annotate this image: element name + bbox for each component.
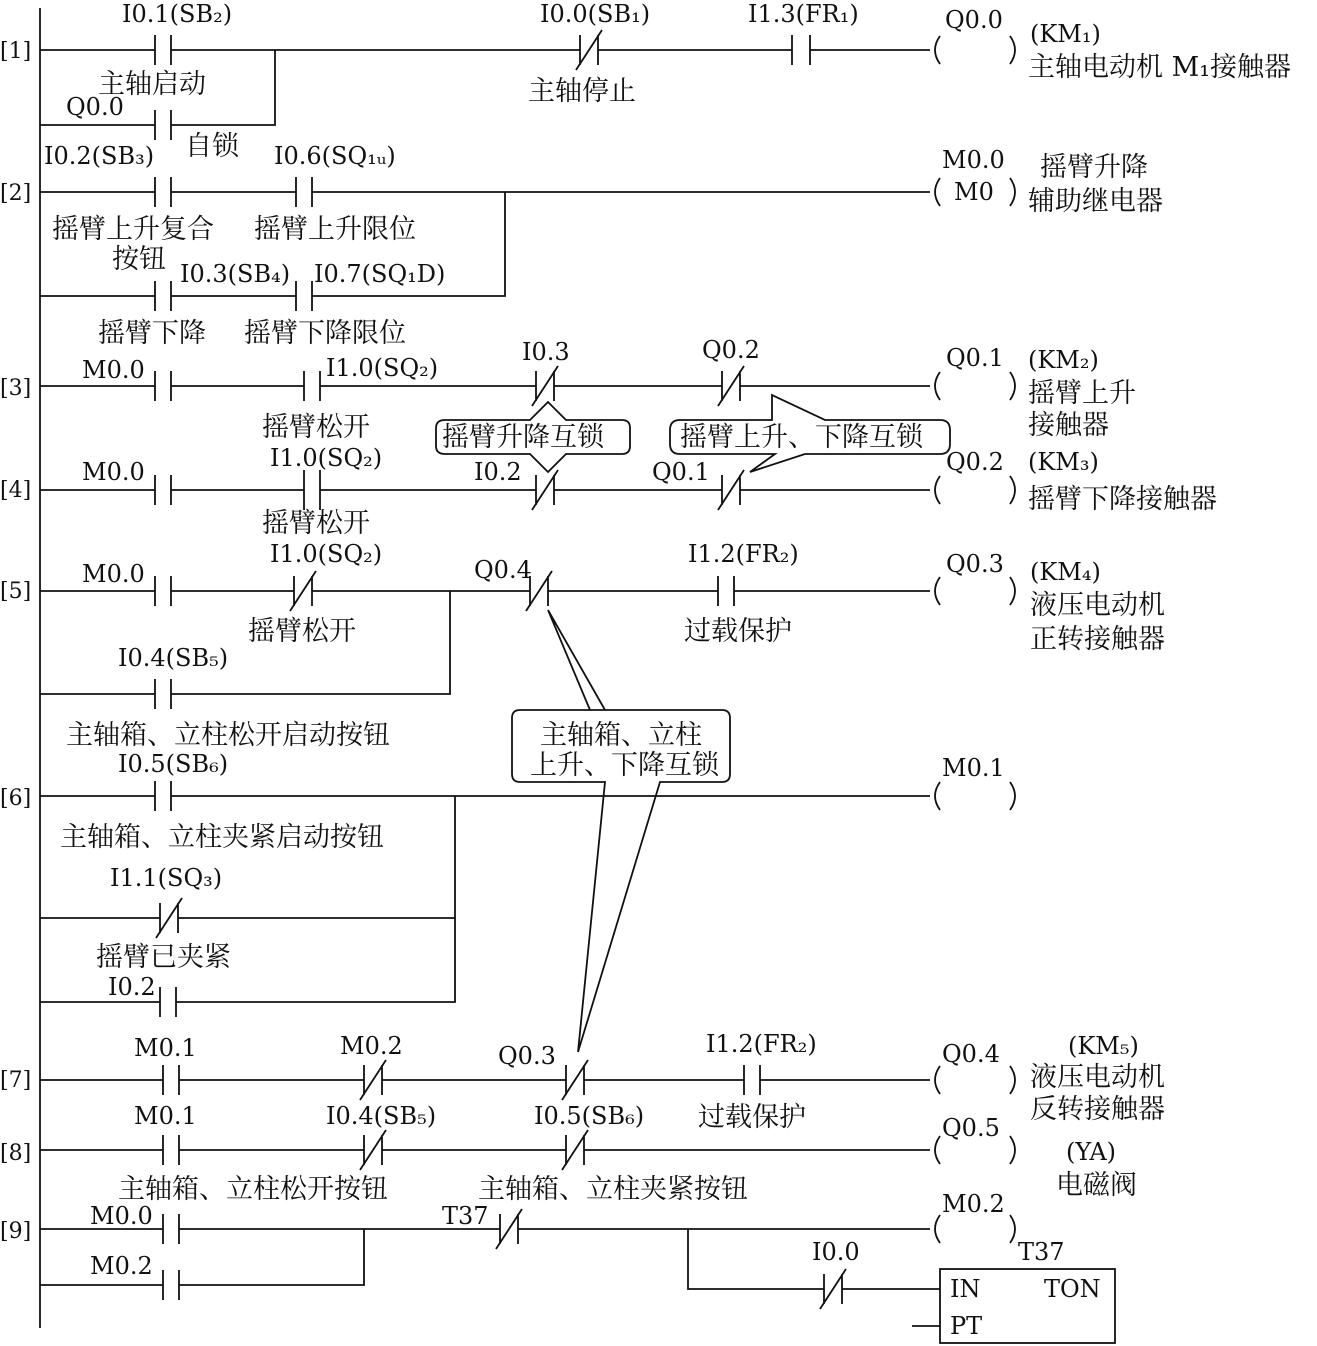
coil-q01 [935,372,1015,400]
callout-arm-lift-interlock-text: 摇臂升降互锁 [442,422,604,453]
label-q01: Q0.1 [946,344,1004,372]
label-arm-up-compound-2: 按钮 [112,244,166,275]
label-i04-r8: I0.4(SB₅) [326,1102,437,1130]
label-arm-up-compound-1: 摇臂上升复合 [52,214,214,245]
contact-no-i02 [155,177,171,207]
label-hyd-fwd-1: 液压电动机 [1030,590,1165,621]
label-m02-r9: M0.2 [90,1252,153,1280]
label-q00: Q0.0 [945,6,1003,34]
contact-no-i12-r7 [744,1065,760,1095]
label-km5: (KM₅) [1068,1032,1139,1060]
label-m01-r7: M0.1 [134,1034,197,1062]
label-q03-r7: Q0.3 [498,1042,556,1070]
contact-no-i10-r3 [304,371,320,401]
contact-no-m01-r8 [163,1135,179,1165]
label-q03: Q0.3 [946,550,1004,578]
label-arm-clamped: 摇臂已夹紧 [96,942,231,973]
timer-pt-pin: PT [950,1312,983,1340]
label-m02-r7: M0.2 [340,1032,403,1060]
label-m02-coil: M0.2 [942,1190,1005,1218]
rung-number-5: [5] [0,579,32,604]
label-arm-up-limit: 摇臂上升限位 [254,214,416,245]
contact-nc-t37 [496,1209,522,1249]
label-hyd-rev-1: 液压电动机 [1030,1062,1165,1093]
label-m00-coil: M0.0 [942,146,1005,174]
label-km1: (KM₁) [1030,20,1101,48]
rung-number-7: [7] [0,1068,32,1093]
label-km3: (KM₃) [1028,448,1099,476]
callout-column-interlock-text-2: 上升、下降互锁 [530,750,719,781]
label-i02-r4: I0.2 [474,458,522,486]
contact-nc-i10-r5 [290,571,316,611]
label-hyd-rev-2: 反转接触器 [1030,1094,1165,1125]
rung-number-1: [1] [0,39,32,64]
label-arm-release-r3: 摇臂松开 [262,412,370,443]
contact-no-i01 [155,35,171,65]
timer-type: TON [1044,1275,1101,1303]
label-t37-box: T37 [1018,1238,1065,1266]
contact-nc-m02-r7 [360,1060,386,1100]
label-overload-r7: 过载保护 [698,1102,806,1133]
rung-number-9: [9] [0,1219,32,1244]
label-spindle-stop: 主轴停止 [528,76,636,107]
contact-nc-i05-r8 [562,1130,588,1170]
label-arm-up-ct-1: 摇臂上升 [1028,378,1136,409]
contact-no-m02-r9 [163,1270,179,1300]
label-i07: I0.7(SQ₁D) [314,260,446,288]
label-q02: Q0.2 [946,448,1004,476]
label-m00-r4: M0.0 [82,458,145,486]
coil-q02 [935,476,1015,504]
label-m00-r5: M0.0 [82,560,145,588]
contact-no-i10-r4 [304,470,320,510]
label-i04: I0.4(SB₅) [118,644,229,672]
contact-no-m01-r7 [163,1065,179,1095]
label-arm-down-ct: 摇臂下降接触器 [1028,484,1217,515]
label-q02-r3: Q0.2 [702,336,760,364]
contact-nc-i00 [576,30,602,70]
contact-no-i12-r5 [718,576,734,606]
label-i03-r3: I0.3 [522,338,570,366]
label-m0: M0 [954,178,994,206]
contact-no-i13 [792,35,810,65]
label-m01-r8: M0.1 [134,1102,197,1130]
rung-9 [40,1190,1115,1343]
rung-number-6: [6] [0,786,32,811]
label-arm-release-r5: 摇臂松开 [248,616,356,647]
rung-number-8: [8] [0,1141,32,1166]
label-spindle-motor: 主轴电动机 M₁接触器 [1028,52,1292,83]
contact-no-i04 [155,679,171,709]
timer-in-pin: IN [950,1275,981,1303]
contact-nc-i00-r9 [820,1269,846,1309]
contact-no-i07 [296,281,312,311]
callout-column-interlock [512,610,730,1052]
coil-m02 [935,1215,1015,1243]
label-km2: (KM₂) [1028,346,1099,374]
label-arm-up-ct-2: 接触器 [1028,410,1109,441]
contact-nc-q02-r3 [718,366,744,406]
label-m00-r9: M0.0 [90,1202,153,1230]
label-spindle-start: 主轴启动 [98,69,206,100]
rung-numbers [0,39,31,1244]
contact-no-i03 [155,281,171,311]
callout-arm-updown-interlock [670,395,950,472]
label-ya: (YA) [1066,1138,1117,1166]
label-solenoid: 电磁阀 [1056,1170,1137,1201]
coil-q04 [935,1066,1015,1094]
label-i00: I0.0(SB₁) [540,0,651,28]
contact-nc-q03-r7 [562,1060,588,1100]
label-q05: Q0.5 [942,1114,1000,1142]
contact-nc-q01-r4 [718,470,744,510]
label-q04-r5: Q0.4 [474,556,532,584]
label-release-btn: 主轴箱、立柱松开启动按钮 [66,720,390,751]
coil-m01 [935,782,1015,810]
contact-no-m00-r9 [163,1214,179,1244]
label-m00-r3: M0.0 [82,356,145,384]
label-overload-r5: 过载保护 [684,616,792,647]
label-i02-r6: I0.2 [108,973,156,1001]
label-clamp-btn-r8: 主轴箱、立柱夹紧按钮 [478,1174,748,1205]
label-i05: I0.5(SB₆) [118,750,229,778]
contact-no-m00-r3 [155,371,171,401]
contact-no-i05 [155,781,171,811]
label-release-btn-r8: 主轴箱、立柱松开按钮 [118,1174,388,1205]
label-i13: I1.3(FR₁) [748,0,859,28]
label-i10-r4: I1.0(SQ₂) [270,444,383,472]
contact-no-m00-r4 [155,475,171,505]
label-m01: M0.1 [942,754,1005,782]
label-q00-selflock: Q0.0 [66,93,124,121]
label-arm-release-r4: 摇臂松开 [262,508,370,539]
contact-no-i06 [296,177,312,207]
label-i11: I1.1(SQ₃) [110,864,223,892]
label-i12-r7: I1.2(FR₂) [706,1030,817,1058]
label-i10-r3: I1.0(SQ₂) [326,354,439,382]
contact-nc-i04-r8 [360,1130,386,1170]
label-i01: I0.1(SB₂) [122,0,233,28]
label-hyd-fwd-2: 正转接触器 [1030,624,1165,655]
callout-arm-updown-interlock-text: 摇臂上升、下降互锁 [680,422,923,453]
coil-q00 [935,36,1015,64]
coil-q03 [935,577,1015,605]
label-km4: (KM₄) [1030,558,1101,586]
rung-number-3: [3] [0,376,32,401]
label-i10-r5: I1.0(SQ₂) [270,540,383,568]
rung-2 [40,142,1163,349]
label-arm-down-limit: 摇臂下降限位 [244,318,406,349]
label-t37-contact: T37 [442,1202,489,1230]
label-q04: Q0.4 [942,1040,1000,1068]
label-i02: I0.2(SB₃) [44,142,155,170]
label-q01-r4: Q0.1 [652,458,710,486]
label-arm-lift-aux-1: 摇臂升降 [1040,152,1148,183]
label-i03: I0.3(SB₄) [180,260,291,288]
contact-no-m00-r5 [155,576,171,606]
contact-no-i02-r6 [160,987,176,1017]
label-i05-r8: I0.5(SB₆) [534,1102,645,1130]
label-arm-lift-aux-2: 辅助继电器 [1028,186,1163,217]
label-i00-r9: I0.0 [812,1238,860,1266]
contact-no-q00-selflock [155,110,171,140]
label-clamp-btn: 主轴箱、立柱夹紧启动按钮 [60,822,384,853]
contact-nc-i02-r4 [532,470,558,510]
rung-4 [40,444,1217,539]
rung-1 [40,0,1291,162]
rung-number-2: [2] [0,181,32,206]
callout-arm-lift-interlock [436,402,630,472]
label-i06: I0.6(SQ₁ᵤ) [274,142,396,170]
rung-6 [40,750,1015,1017]
label-self-lock: 自锁 [185,131,239,162]
callout-column-interlock-text-1: 主轴箱、立柱 [540,720,702,751]
label-arm-down: 摇臂下降 [98,318,206,349]
label-i12-r5: I1.2(FR₂) [688,540,799,568]
rung-number-4: [4] [0,478,32,503]
contact-nc-i11 [156,898,182,938]
contact-nc-i03-r3 [532,366,558,406]
